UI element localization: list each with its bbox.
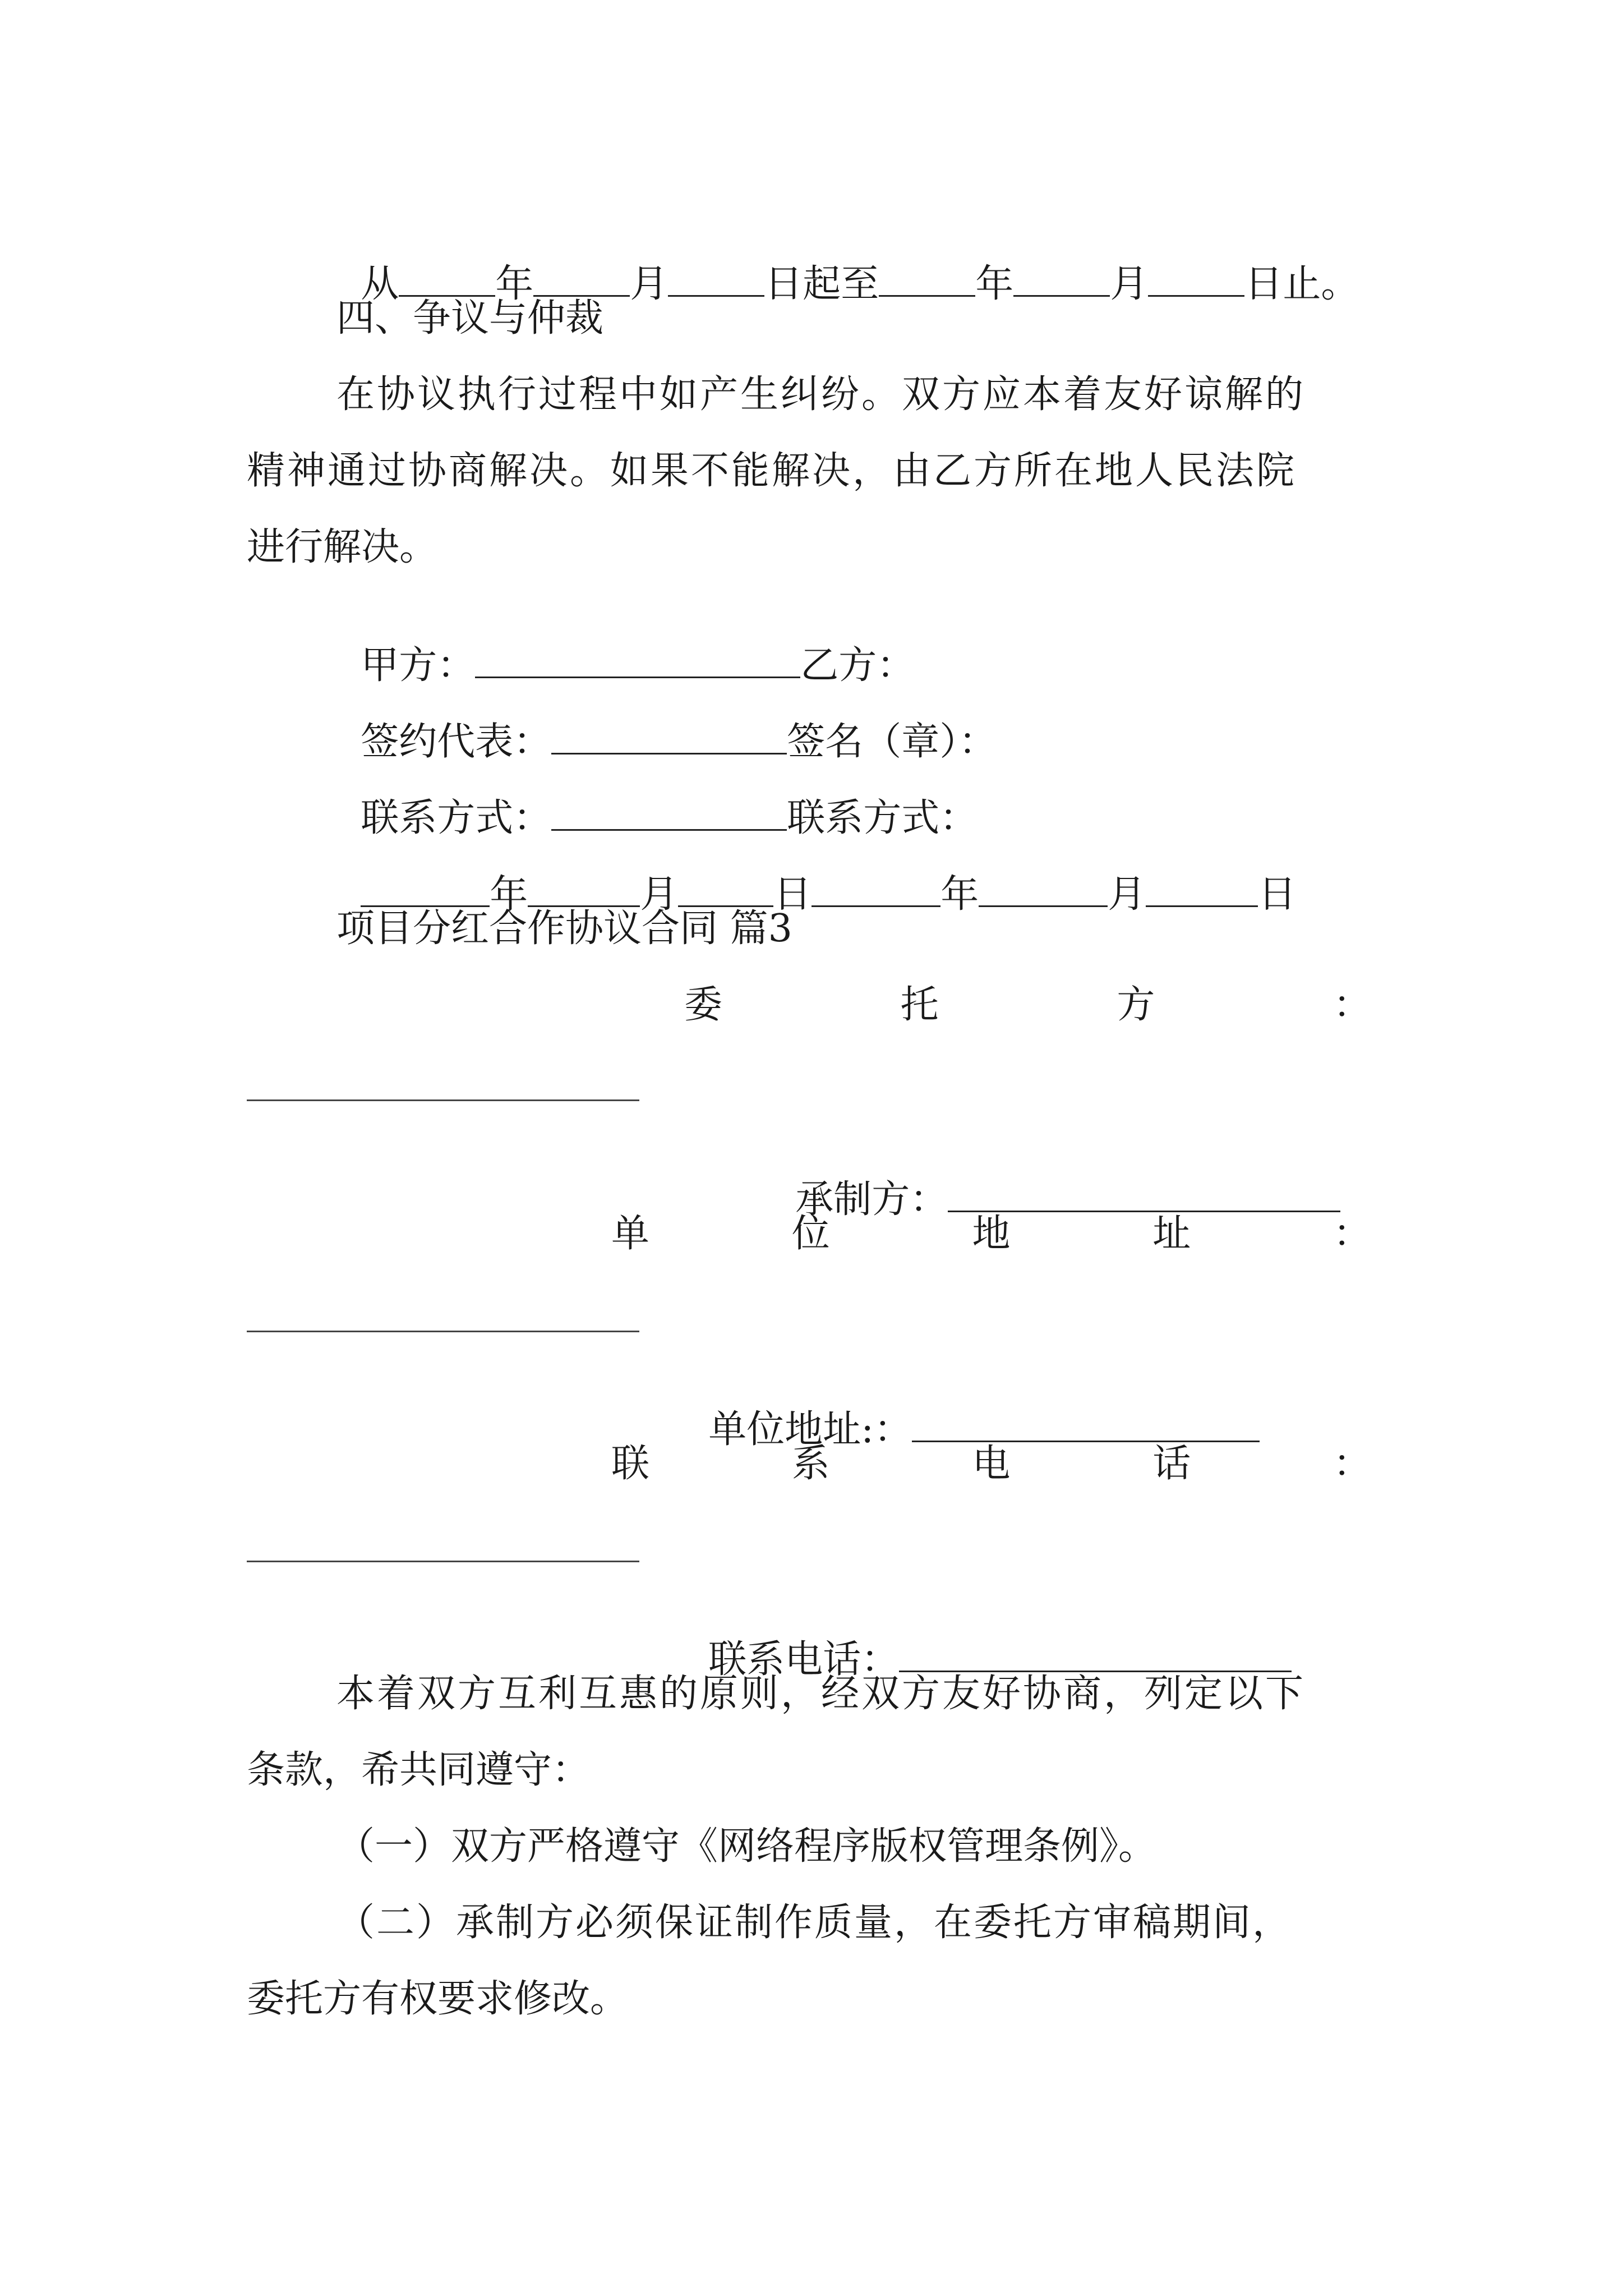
label-party-a: 甲方：: [361, 643, 476, 688]
label-contact-phone-2: 联系电话：: [708, 1637, 900, 1682]
section-title-part3: 项目分红合作协议合同 篇3: [336, 907, 792, 951]
dispute-line-3: 进行解决。: [247, 525, 438, 569]
blank-unit-address-1: [247, 1331, 639, 1332]
contact-line: [336, 757, 978, 838]
intro-line-1: 本着双方互利互惠的原则，经双方友好协商，列定以下: [336, 1672, 1306, 1716]
section-heading-dispute: 四、争议与仲裁: [336, 296, 604, 341]
clause-1: （一）双方严格遵守《网络程序版权管理条例》。: [336, 1824, 1157, 1869]
blank-date-year-a: [361, 872, 490, 907]
text-month-2: 月: [1110, 262, 1149, 306]
text-day-start-to: 日起至: [764, 262, 879, 306]
blank-start-month: [533, 261, 630, 297]
blank-contact-phone-1: [247, 1561, 639, 1562]
contact-phone-label: [611, 1442, 1371, 1486]
signing-date-line: [336, 834, 1297, 917]
clause-2-line-1: （二）承制方必须保证制作质量，在委托方审稿期间，: [336, 1901, 1293, 1945]
label-maker: 承制方：: [795, 1177, 948, 1222]
text-date-year-b: 年: [940, 872, 979, 917]
contact-phone-line-2: [684, 1599, 1292, 1682]
text-date-year-a: 年: [490, 872, 528, 917]
text-date-day-a: 日: [773, 872, 812, 917]
entrust-char-3: 方: [1117, 983, 1155, 1027]
intro-line-2: 条款，希共同遵守：: [247, 1748, 591, 1792]
tel-char-1: 联: [611, 1442, 650, 1486]
label-contact-b: 联系方式：: [787, 796, 978, 840]
blank-date-month-a: [528, 872, 640, 907]
addr-char-1: 单: [611, 1212, 650, 1256]
blank-start-day: [668, 261, 764, 297]
clause-2-line-2: 委托方有权要求修改。: [247, 1977, 629, 2021]
party-line: [336, 605, 915, 688]
entrust-char-1: 委: [684, 983, 723, 1027]
dispute-line-2: 精神通过协商解决。如果不能解决，由乙方所在地人民法院: [247, 449, 1297, 493]
blank-unit-address-2: [912, 1407, 1260, 1442]
blank-contact-phone-2: [899, 1637, 1292, 1672]
addr-char-4: 址: [1152, 1212, 1191, 1256]
blank-end-month: [1013, 261, 1110, 297]
tel-char-3: 电: [972, 1442, 1011, 1486]
blank-date-year-b: [811, 872, 940, 907]
unit-address-label: [611, 1212, 1371, 1256]
text-year-2: 年: [975, 262, 1014, 306]
blank-date-day-b: [1146, 872, 1258, 907]
dispute-line-1: 在协议执行过程中如产生纠纷。双方应本着友好谅解的: [336, 372, 1306, 417]
blank-end-year: [879, 261, 975, 297]
blank-representative: [551, 719, 787, 754]
label-signature: 签名（章）：: [787, 720, 997, 764]
addr-char-2: 位: [791, 1212, 830, 1256]
label-party-b: 乙方：: [800, 643, 915, 688]
label-contact-a: 联系方式：: [361, 796, 552, 840]
blank-date-month-b: [979, 872, 1108, 907]
representative-line: [336, 681, 997, 764]
entrust-colon: ：: [1332, 983, 1371, 1027]
tel-char-4: 话: [1152, 1442, 1191, 1486]
text-month: 月: [630, 262, 668, 306]
tel-char-2: 系: [791, 1442, 830, 1486]
entrust-party-label: [684, 983, 1371, 1027]
blank-start-year: [399, 261, 495, 297]
blank-contact-a: [551, 795, 787, 831]
blank-party-a: [475, 643, 800, 678]
text-day-end: 日止。: [1244, 262, 1359, 306]
text-from: 从: [361, 262, 399, 306]
tel-colon: ：: [1332, 1442, 1371, 1486]
term-period-line: [336, 223, 1359, 306]
blank-entrust-party: [247, 1099, 639, 1101]
maker-line: [771, 1139, 1340, 1222]
unit-address-line-2: [684, 1369, 1260, 1452]
label-representative: 签约代表：: [361, 720, 552, 764]
addr-char-3: 地: [972, 1212, 1011, 1256]
text-year: 年: [495, 262, 534, 306]
addr-colon: ：: [1332, 1212, 1371, 1256]
label-unit-address-2: 单位地址:：: [708, 1407, 912, 1452]
text-date-month-b: 月: [1108, 872, 1146, 917]
entrust-char-2: 托: [900, 983, 939, 1027]
text-date-month-a: 月: [640, 872, 679, 917]
blank-maker: [948, 1177, 1340, 1212]
blank-date-day-a: [678, 872, 773, 907]
blank-end-day: [1148, 261, 1244, 297]
text-date-day-b: 日: [1258, 872, 1297, 917]
